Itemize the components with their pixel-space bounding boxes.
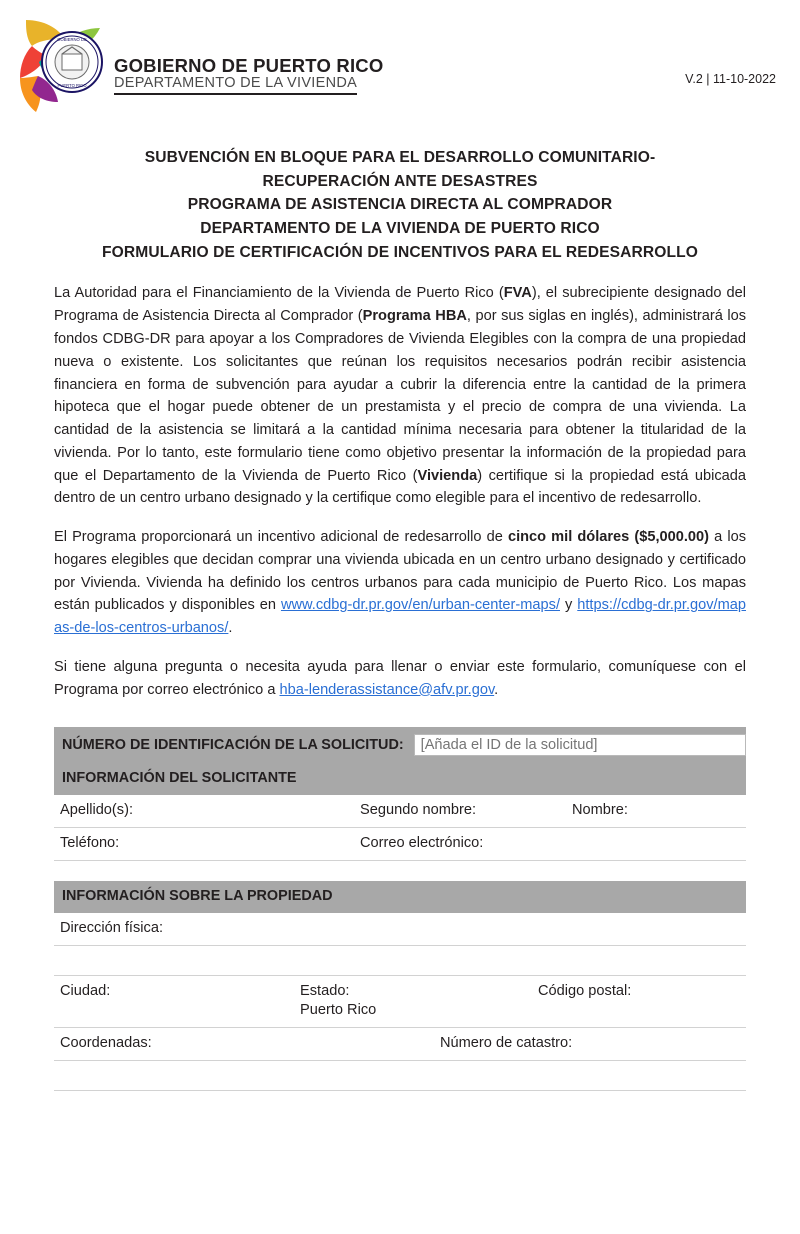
last-name-field[interactable]: Apellido(s):: [60, 802, 133, 819]
page-title: [58, 146, 742, 264]
p2-bold-amount: cinco mil dólares ($5,000.00): [507, 529, 710, 546]
title-line-2: RECUPERACIÓN ANTE DESASTRES: [262, 172, 538, 190]
paragraph-2: [54, 526, 746, 640]
document-version: V.2 | 11-10-2022: [685, 72, 776, 86]
paragraph-3: [54, 656, 746, 702]
page-header: [0, 0, 800, 118]
middle-name-field[interactable]: Segundo nombre:: [360, 802, 477, 819]
state-value: Puerto Rico: [300, 1002, 377, 1019]
p2-conjunction: y: [560, 597, 578, 614]
applicant-info-band: INFORMACIÓN DEL SOLICITANTE: [54, 763, 746, 795]
application-id-label: NÚMERO DE IDENTIFICACIÓN DE LA SOLICITUD:: [62, 737, 404, 754]
city-field[interactable]: Ciudad:: [60, 982, 111, 999]
property-info-band: INFORMACIÓN SOBRE LA PROPIEDAD: [54, 881, 746, 913]
property-city-row: [54, 976, 746, 1028]
state-field: [300, 982, 538, 1021]
p3-part-a: Si tiene alguna pregunta o necesita ayuda para llenar o enviar este formulario, comuníquese con el Programa por correo electrónico a: [54, 658, 746, 698]
p3-end: .: [494, 681, 499, 698]
p2-end: .: [228, 620, 233, 637]
gov-title: GOBIERNO DE PUERTO RICO: [114, 55, 384, 76]
urban-center-maps-link-en[interactable]: www.cdbg-dr.pr.gov/en/urban-center-maps/: [280, 597, 560, 614]
government-wordmark: [114, 56, 383, 95]
applicant-name-row: [54, 795, 746, 828]
property-coordinates-row: [54, 1028, 746, 1061]
zip-code-field[interactable]: Código postal:: [538, 982, 632, 999]
email-field[interactable]: Correo electrónico:: [360, 835, 484, 852]
p1-bold-fva: FVA: [503, 285, 532, 302]
section-spacer: [54, 861, 746, 881]
urban-center-maps-link-es[interactable]: https://cdbg-dr.pr.gov/mapas-de-los-centros-urbanos/: [54, 597, 746, 637]
cadastre-number-field[interactable]: Número de catastro:: [440, 1034, 573, 1051]
gov-subtitle: DEPARTAMENTO DE LA VIVIENDA: [114, 76, 357, 94]
property-address-entry-row[interactable]: [54, 946, 746, 976]
coordinates-field[interactable]: Coordenadas:: [60, 1034, 152, 1051]
svg-text:PUERTO RICO: PUERTO RICO: [57, 83, 87, 88]
application-form: [54, 727, 746, 1090]
document-body: [54, 282, 746, 701]
paragraph-1: [54, 282, 746, 510]
program-email-link[interactable]: hba-lenderassistance@afv.pr.gov: [279, 681, 495, 698]
state-label: Estado:: [300, 982, 350, 999]
p2-part-c: a los hogares elegibles que decidan comprar una vivienda ubicada en un centro urbano designado y certificado por Vivienda. Vivienda ha definido los centros urbanos para cada municipio de Puerto Rico. Los mapas están publicados y disponibles en: [54, 529, 747, 614]
p1-bold-programa-hba: Programa HBA: [362, 308, 467, 325]
title-line-5: FORMULARIO DE CERTIFICACIÓN DE INCENTIVOS PARA EL REDESARROLLO: [102, 243, 698, 261]
title-line-4: DEPARTAMENTO DE LA VIVIENDA DE PUERTO RICO: [200, 220, 600, 238]
applicant-contact-row: [54, 828, 746, 861]
p2-part-a: El Programa proporcionará un incentivo adicional de redesarrollo de: [54, 529, 508, 546]
p1-part-d: , por sus siglas en inglés), administrará los fondos CDBG-DR para apoyar a los Compradores de Vivienda Elegibles con la compra de una propiedad nueva o existente. Los solicitantes que reúnan los requisitos necesarios podrán recibir asistencia financiera en forma de subvención para ayudar a cubrir la diferencia entre la cantidad de la primera hipoteca que el hogar puede obtener de un prestamista y el precio de compra de una vivienda. La cantidad de la asistencia se limitará a la cantidad mínima necesaria para obtener la titularidad de la vivienda. Por lo tanto, este formulario tiene como objetivo presentar la información de la propiedad para que el Departamento de la Vivienda de Puerto Rico (: [54, 308, 746, 484]
first-name-field[interactable]: Nombre:: [572, 802, 628, 819]
phone-field[interactable]: Teléfono:: [60, 835, 120, 852]
p1-part-a: La Autoridad para el Financiamiento de la Vivienda de Puerto Rico (: [54, 285, 504, 302]
government-logo: [14, 14, 114, 118]
property-extra-row[interactable]: [54, 1061, 746, 1091]
svg-text:GOBIERNO DE: GOBIERNO DE: [57, 37, 87, 42]
p1-part-c: ), el subrecipiente designado del Programa de Asistencia Directa al Comprador (: [54, 285, 746, 325]
application-id-input[interactable]: [414, 734, 746, 756]
property-address-row: [54, 913, 746, 946]
p1-bold-vivienda: Vivienda: [417, 467, 478, 484]
p1-part-e: ) certifique si la propiedad está ubicada dentro de un centro urbano designado y la certifique como elegible para el incentivo de redesarrollo.: [54, 467, 746, 507]
physical-address-field[interactable]: Dirección física:: [60, 919, 163, 936]
title-line-3: PROGRAMA DE ASISTENCIA DIRECTA AL COMPRADOR: [187, 196, 613, 214]
application-id-band: [54, 727, 746, 763]
title-line-1: SUBVENCIÓN EN BLOQUE PARA EL DESARROLLO COMUNITARIO-: [144, 149, 656, 166]
